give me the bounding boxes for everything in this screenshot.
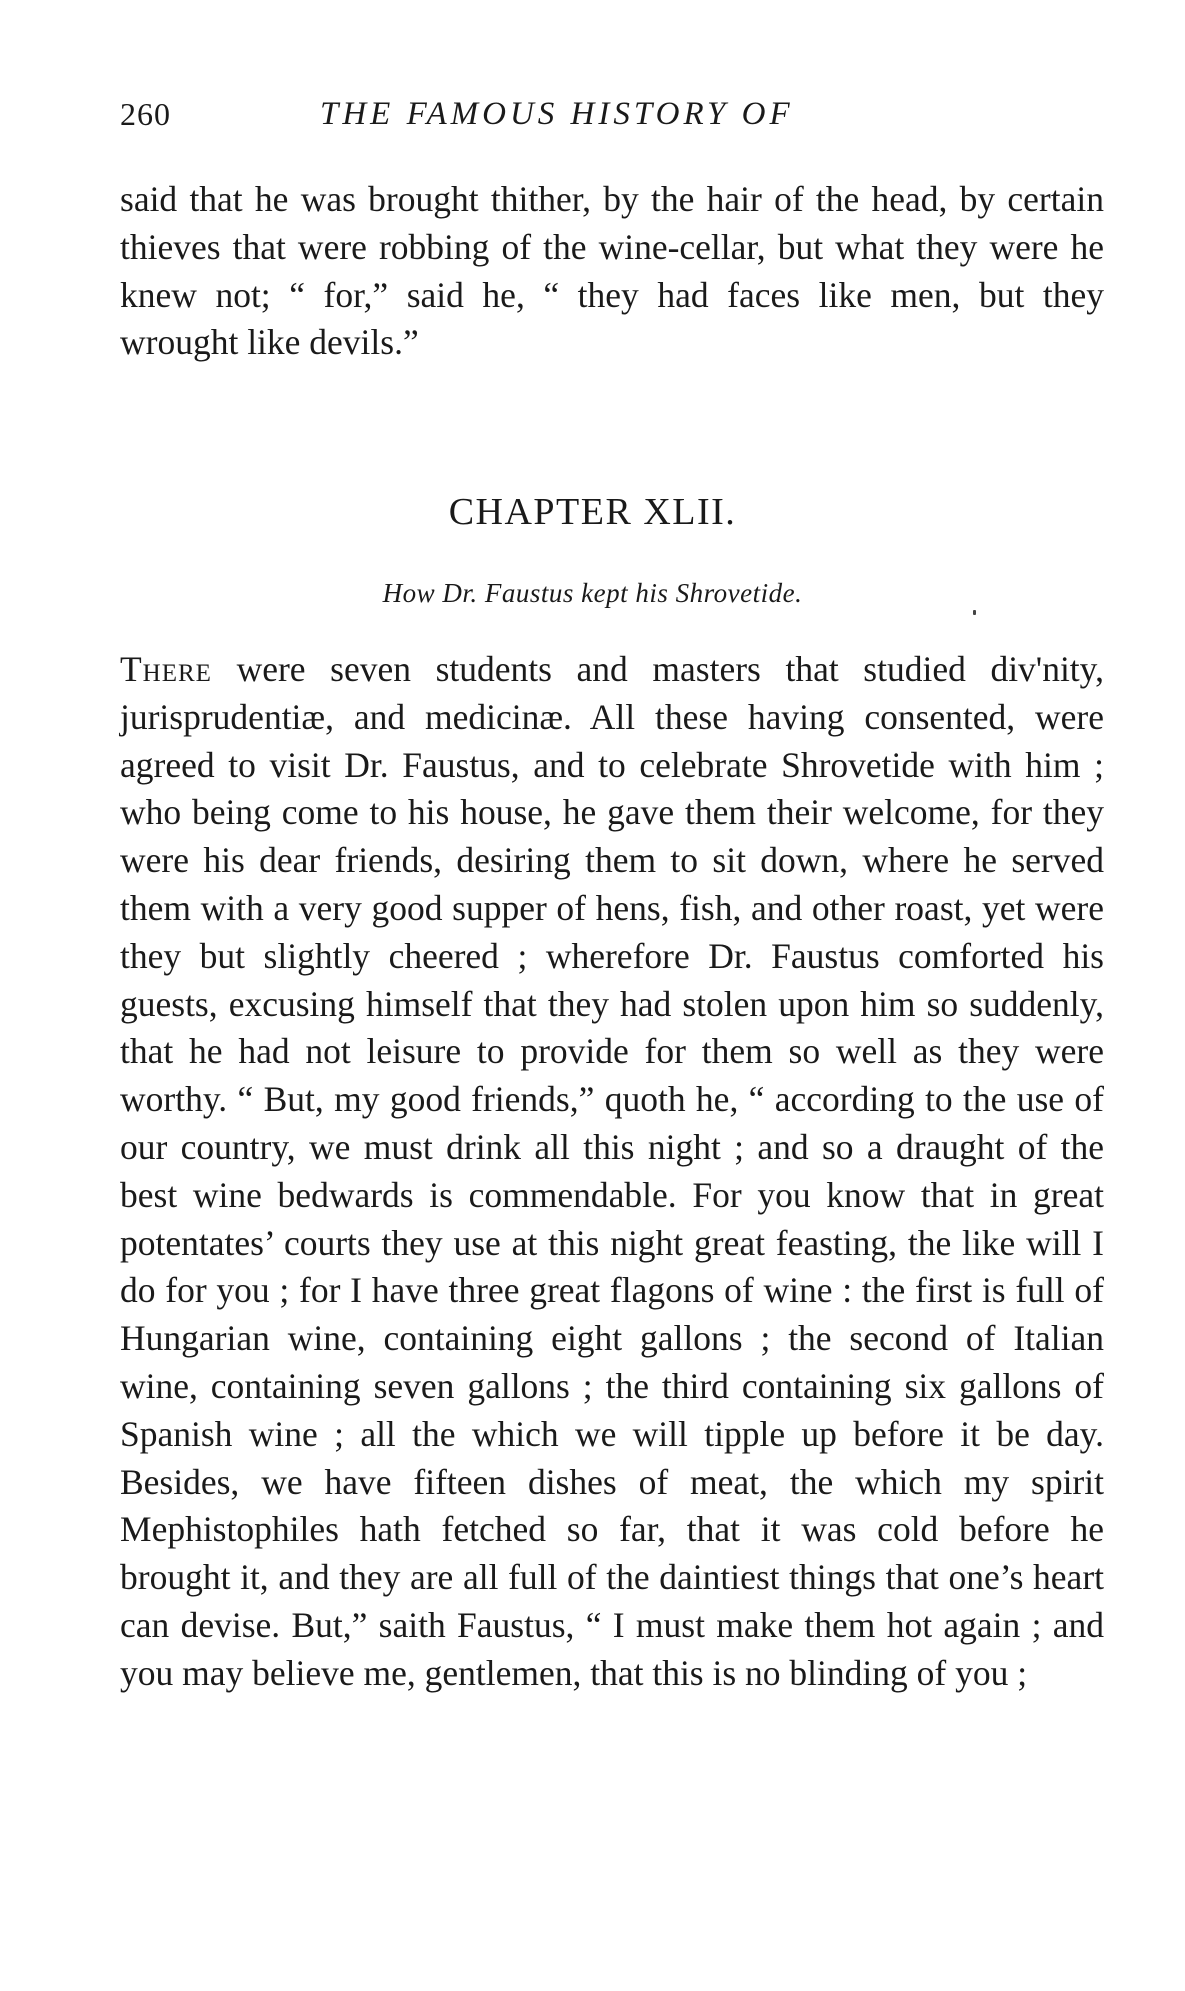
opening-word: There	[120, 649, 212, 689]
chapter-body-text: were seven students and masters that studied div'nity, jurisprudentiæ, and medicinæ. All these having consented, were agreed to visit Dr. Faustus, and to celebrate Shrovetide with him ; who being come to his house, he gave them their welcome, for they were his dear friends, desiring them to sit down, where he served them with a very good supper of hens, fish, and other roast, yet were they but slightly cheered ; wherefore Dr. Faustus comforted his guests, excusing himself that they had stolen upon him so suddenly, that he had not leisure to provide for them so well as they were worthy. “ But, my good friends,” quoth he, “ according to the use of our country, we must drink all this night ; and so a draught of the best wine bedwards is commendable. For you know that in great potentates’ courts they use at this night great feasting, the like will I do for you ; for I have three great flagons of wine : the first is full of Hungarian wine, containing eight gallons ; the second of Italian wine, containing seven gallons ; the third containing six gallons of Spanish wine ; all the which we will tipple up before it be day. Besides, we have fifteen dishes of meat, the which my spirit Mephistophiles hath fetched so far, that it was cold before he brought it, and they are all full of the daintiest things that one’s heart can devise. But,” saith Faustus, “ I must make them hot again ; and you may believe me, gentlemen, that this is no blinding of you ;	[120, 649, 1104, 1693]
continuation-paragraph	[120, 176, 1104, 367]
chapter-heading: CHAPTER XLII.	[448, 491, 737, 533]
running-head	[120, 96, 1105, 140]
chapter-subtitle: How Dr. Faustus kept his Shrovetide.	[382, 578, 803, 608]
continuation-text: said that he was brought thither, by the hair of the head, by certain thieves that were robbing of the wine-cellar, but what they were he knew not; “ for,” said he, “ they had faces like men, but they wrought like devils.”	[120, 179, 1104, 363]
running-title: THE FAMOUS HISTORY OF	[320, 96, 794, 132]
print-speck	[973, 610, 976, 615]
chapter-body	[120, 646, 1104, 1698]
page-number: 260	[120, 96, 171, 132]
chapter-paragraph	[120, 646, 1104, 1698]
